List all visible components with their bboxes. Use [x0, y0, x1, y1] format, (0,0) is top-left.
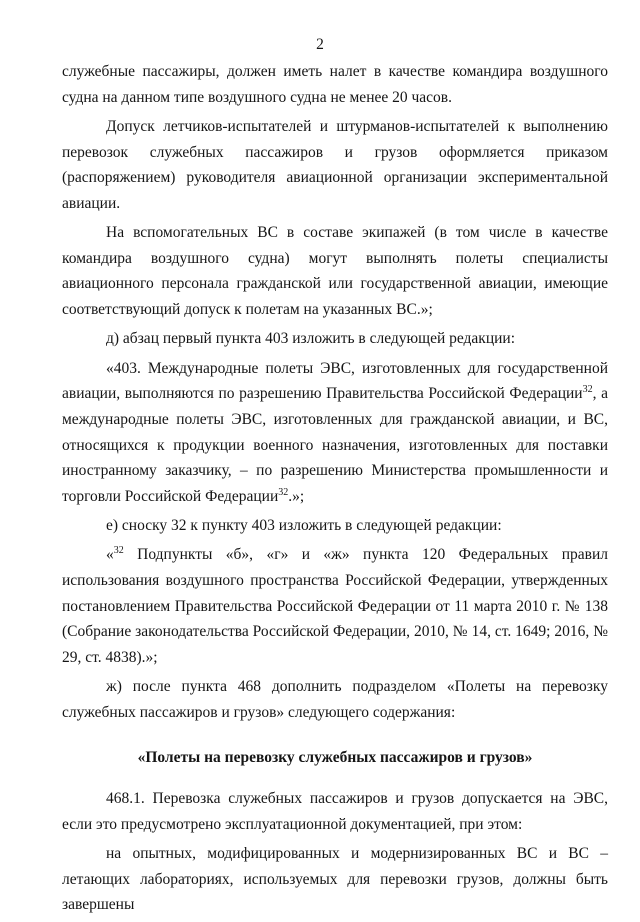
paragraph-text: На вспомогательных ВС в составе экипажей (в том числе в качестве командира воздушного судна) могут выполнять полеты специалисты авиационного персонала гражданской или государственной авиации, имеющие соответствующий допуск к полетам на указанных ВС.»; [62, 224, 608, 318]
paragraph-text: Подпункты «б», «г» и «ж» пункта 120 Федеральных правил использования воздушного пространства Российской Федерации, утвержденных постановлением Правительства Российской Федерации от 11 марта 2010 г. № 138 (Собрание законодательства Российской Федерации, 2010, № 14, ст. 1649; 2016, № 29, ст. 4838).»; [62, 546, 608, 666]
paragraph-text: е) сноску 32 к пункту 403 изложить в следующей редакции: [106, 517, 502, 535]
body-paragraph [62, 513, 608, 539]
body-paragraph [62, 841, 608, 918]
body-paragraph [62, 220, 608, 322]
paragraph-text: «403. Международные полеты ЭВС, изготовленных для государственной авиации, выполняются по разрешению Правительства Российской Федерации [62, 359, 608, 403]
paragraph-text: , а международные полеты ЭВС, изготовленных для гражданской авиации, и ВС, относящихся к продукции военного назначения, изготовленных для поставки иностранному заказчику, – по разрешению Министерства промышленности и торговли Российской Федерации [62, 385, 608, 505]
section-heading [62, 745, 608, 771]
paragraph-text: « [106, 546, 114, 564]
footnote-mark: 32 [582, 384, 593, 396]
body-paragraph [62, 114, 608, 216]
body-paragraph [62, 674, 608, 725]
document-body [62, 59, 608, 922]
paragraph-text: на опытных, модифицированных и модернизированных ВС и ВС – летающих лабораториях, используемых для перевозки грузов, должны быть завершены [62, 845, 608, 914]
body-paragraph [62, 59, 608, 110]
footnote-mark: 32 [278, 486, 289, 498]
footnote-mark: 32 [113, 545, 124, 557]
body-paragraph [62, 786, 608, 837]
paragraph-text: Допуск летчиков-испытателей и штурманов-испытателей к выполнению перевозок служебных пассажиров и грузов оформляется приказом (распоряжением) руководителя авиационной организации экспериментальной авиации. [62, 117, 608, 212]
paragraph-text: ж) после пункта 468 дополнить подразделом «Полеты на перевозку служебных пассажиров и грузов» следующего содержания: [62, 678, 608, 721]
paragraph-text: .»; [288, 487, 305, 505]
page-number: 2 [316, 36, 324, 53]
paragraph-text: «Полеты на перевозку служебных пассажиров и грузов» [137, 749, 533, 767]
paragraph-text: 468.1. Перевозка служебных пассажиров и грузов допускается на ЭВС, если это предусмотрено эксплуатационной документацией, при этом: [62, 790, 608, 833]
paragraph-text: д) абзац первый пункта 403 изложить в следующей редакции: [106, 330, 516, 348]
body-paragraph [62, 326, 608, 352]
paragraph-text: служебные пассажиры, должен иметь налет в качестве командира воздушного судна на данном типе воздушного судна не менее 20 часов. [62, 63, 608, 106]
body-paragraph [62, 542, 608, 670]
body-paragraph [62, 356, 608, 510]
